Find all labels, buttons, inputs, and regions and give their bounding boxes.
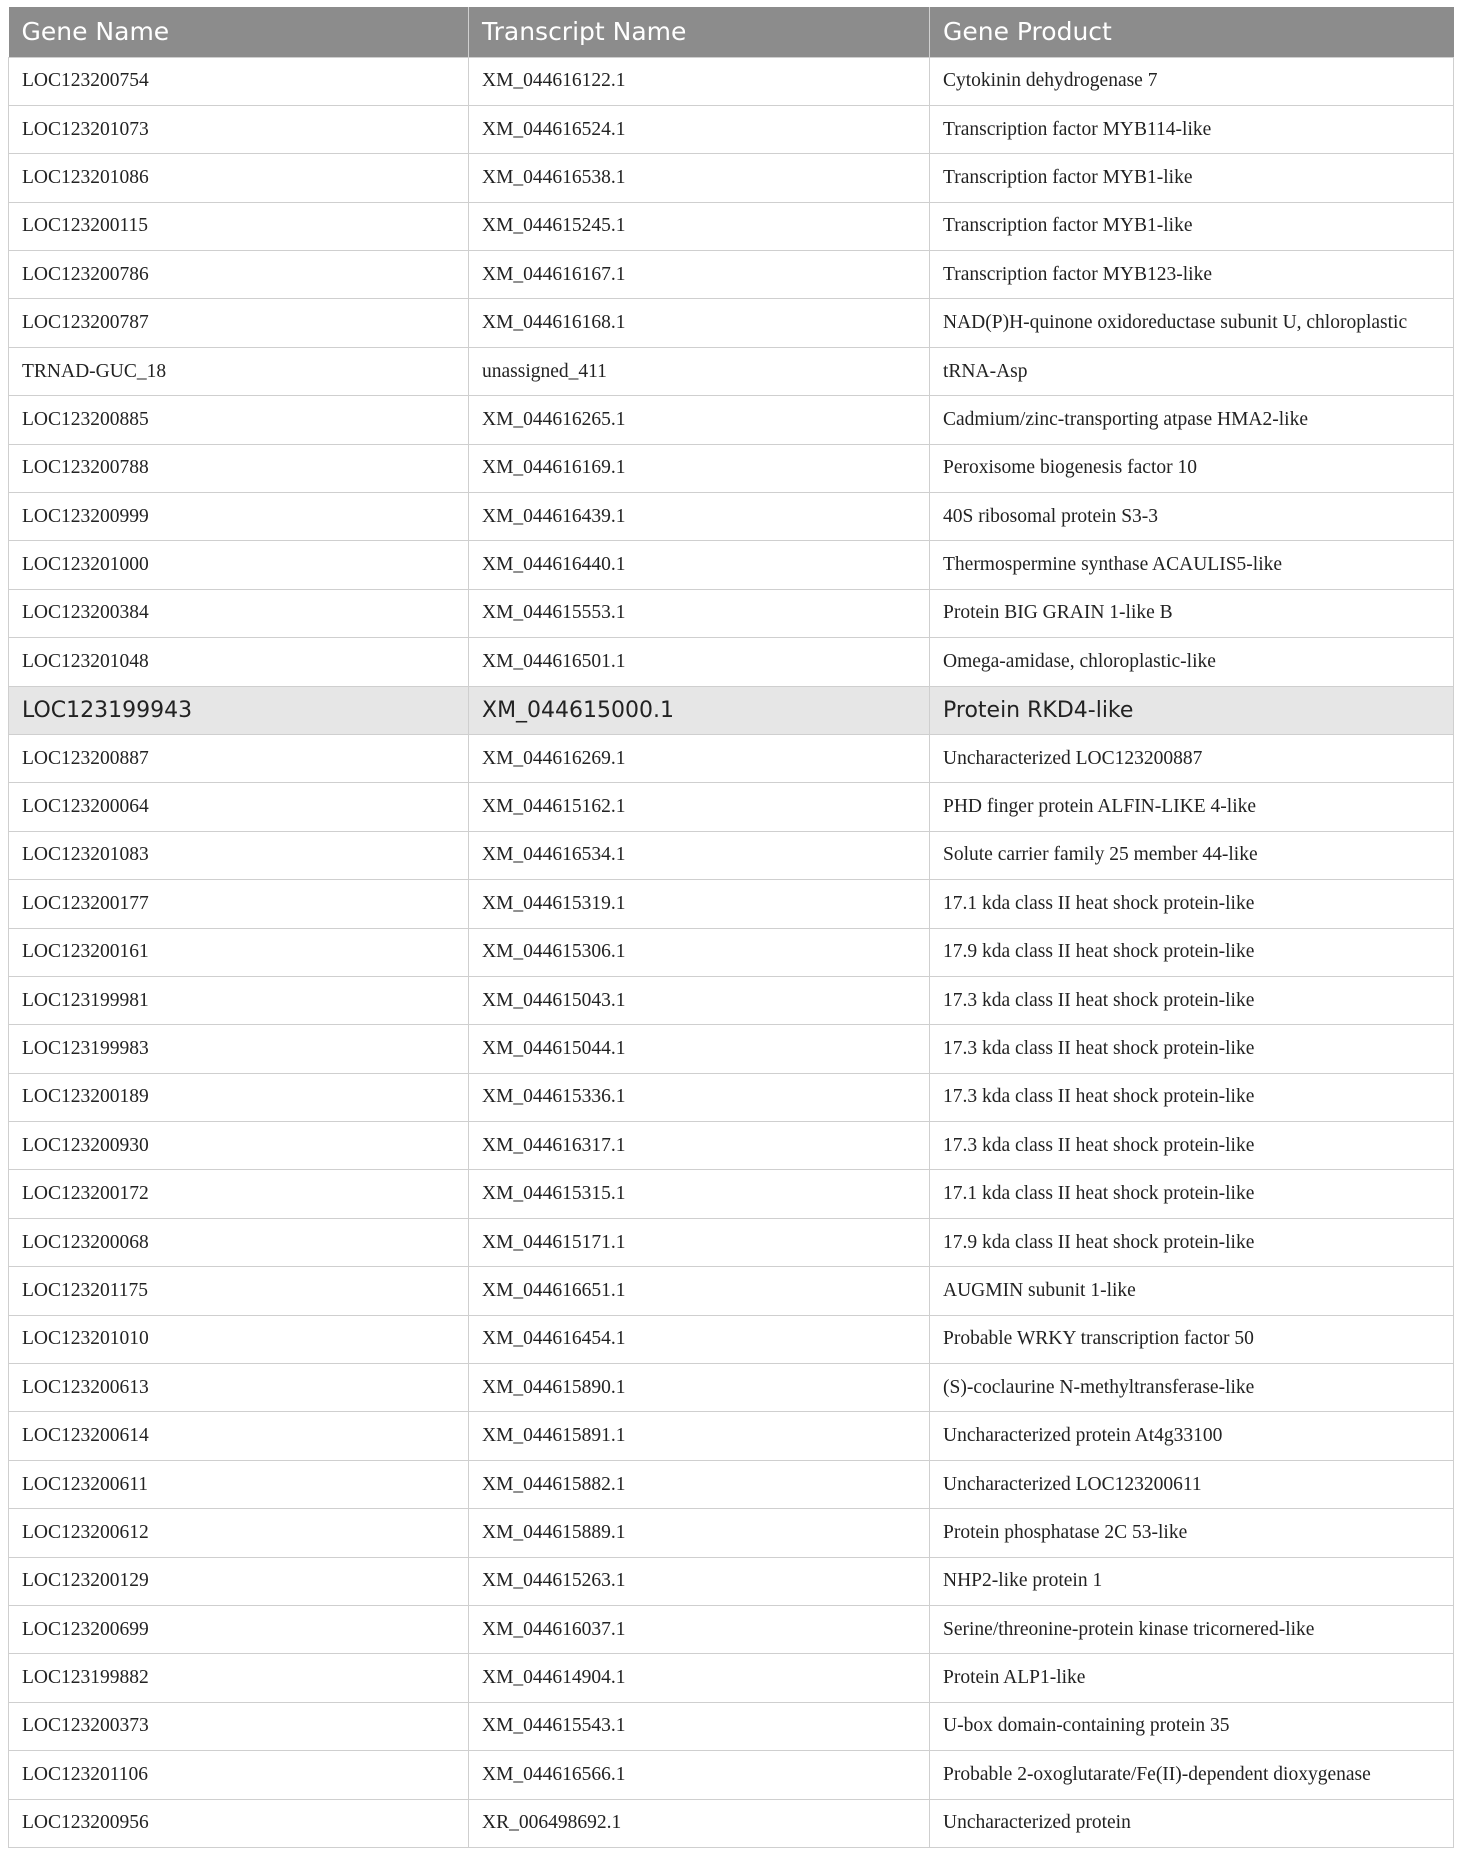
transcript-name-cell: XM_044615162.1 [469,783,930,831]
header-row [9,7,1454,57]
gene-product-cell: Protein RKD4-like [930,686,1454,734]
gene-name-cell: LOC123200614 [9,1412,469,1460]
gene-product-cell: Cadmium/zinc-transporting atpase HMA2-like [930,396,1454,444]
gene-product-cell: U-box domain-containing protein 35 [930,1702,1454,1750]
transcript-name-cell: XM_044615263.1 [469,1557,930,1605]
gene-product-cell: Uncharacterized LOC123200887 [930,734,1454,782]
gene-name-cell: LOC123200129 [9,1557,469,1605]
table-row [9,202,1454,250]
gene-name-cell: LOC123199943 [9,686,469,734]
gene-name-cell: LOC123200384 [9,589,469,637]
transcript-name-cell: XM_044616566.1 [469,1751,930,1799]
transcript-name-cell: XM_044615890.1 [469,1364,930,1412]
gene-name-cell: LOC123200930 [9,1122,469,1170]
transcript-name-cell: XM_044616538.1 [469,154,930,202]
transcript-name-cell: XM_044616168.1 [469,299,930,347]
transcript-name-cell: XM_044615891.1 [469,1412,930,1460]
section-row [9,686,1454,734]
gene-product-cell: Transcription factor MYB1-like [930,202,1454,250]
transcript-name-cell: XR_006498692.1 [469,1799,930,1847]
table-row [9,880,1454,928]
table-header [9,7,1454,57]
gene-name-cell: LOC123200786 [9,251,469,299]
table-row [9,1509,1454,1557]
gene-name-cell: LOC123201106 [9,1751,469,1799]
transcript-name-cell: XM_044615043.1 [469,976,930,1024]
gene-name-cell: LOC123201010 [9,1315,469,1363]
transcript-name-cell: XM_044616501.1 [469,638,930,686]
gene-name-cell: LOC123200189 [9,1073,469,1121]
gene-product-cell: Uncharacterized protein At4g33100 [930,1412,1454,1460]
table-row [9,1654,1454,1702]
transcript-name-cell: XM_044616317.1 [469,1122,930,1170]
gene-name-cell: LOC123200172 [9,1170,469,1218]
gene-product-cell: Protein BIG GRAIN 1-like B [930,589,1454,637]
gene-product-cell: Cytokinin dehydrogenase 7 [930,57,1454,105]
table-row [9,638,1454,686]
gene-name-cell: LOC123200787 [9,299,469,347]
gene-name-cell: LOC123201073 [9,105,469,153]
gene-product-cell: 40S ribosomal protein S3-3 [930,493,1454,541]
gene-name-cell: LOC123200887 [9,734,469,782]
gene-product-cell: Thermospermine synthase ACAULIS5-like [930,541,1454,589]
table-row [9,1460,1454,1508]
table-row [9,1025,1454,1073]
transcript-name-cell: unassigned_411 [469,347,930,395]
transcript-name-cell: XM_044616122.1 [469,57,930,105]
transcript-name-cell: XM_044615000.1 [469,686,930,734]
table-row [9,831,1454,879]
gene-product-cell: Protein phosphatase 2C 53-like [930,1509,1454,1557]
gene-name-cell: LOC123200611 [9,1460,469,1508]
gene-product-cell: 17.9 kda class II heat shock protein-like [930,928,1454,976]
transcript-name-cell: XM_044614904.1 [469,1654,930,1702]
gene-name-cell: LOC123199981 [9,976,469,1024]
table-row [9,57,1454,105]
gene-name-cell: LOC123200754 [9,57,469,105]
table-row [9,299,1454,347]
table-row [9,1267,1454,1315]
gene-product-cell: Transcription factor MYB1-like [930,154,1454,202]
transcript-name-cell: XM_044615044.1 [469,1025,930,1073]
gene-product-cell: AUGMIN subunit 1-like [930,1267,1454,1315]
transcript-name-cell: XM_044615306.1 [469,928,930,976]
table-row [9,976,1454,1024]
table-row [9,734,1454,782]
gene-name-cell: LOC123200613 [9,1364,469,1412]
gene-name-cell: LOC123200699 [9,1606,469,1654]
table-row [9,493,1454,541]
gene-name-cell: LOC123200956 [9,1799,469,1847]
table-row [9,1073,1454,1121]
transcript-name-cell: XM_044616439.1 [469,493,930,541]
gene-name-cell: LOC123201083 [9,831,469,879]
transcript-name-cell: XM_044615245.1 [469,202,930,250]
transcript-name-cell: XM_044616265.1 [469,396,930,444]
gene-product-cell: 17.3 kda class II heat shock protein-like [930,1122,1454,1170]
gene-name-cell: TRNAD-GUC_18 [9,347,469,395]
transcript-name-cell: XM_044615543.1 [469,1702,930,1750]
table-row [9,444,1454,492]
gene-product-cell: Protein ALP1-like [930,1654,1454,1702]
gene-name-cell: LOC123201000 [9,541,469,589]
transcript-name-cell: XM_044615319.1 [469,880,930,928]
table-row [9,1218,1454,1266]
gene-product-cell: Transcription factor MYB123-like [930,251,1454,299]
gene-product-cell: 17.3 kda class II heat shock protein-like [930,1025,1454,1073]
gene-product-cell: NAD(P)H-quinone oxidoreductase subunit U, chloroplastic [930,299,1454,347]
gene-product-cell: (S)-coclaurine N-methyltransferase-like [930,1364,1454,1412]
transcript-name-cell: XM_044616454.1 [469,1315,930,1363]
table-row [9,347,1454,395]
gene-product-cell: 17.1 kda class II heat shock protein-like [930,1170,1454,1218]
gene-product-cell: Probable WRKY transcription factor 50 [930,1315,1454,1363]
table-row [9,1315,1454,1363]
table-body [9,57,1454,1847]
gene-name-cell: LOC123201086 [9,154,469,202]
gene-product-cell: 17.9 kda class II heat shock protein-like [930,1218,1454,1266]
transcript-name-cell: XM_044615336.1 [469,1073,930,1121]
gene-product-cell: Solute carrier family 25 member 44-like [930,831,1454,879]
table-row [9,928,1454,976]
transcript-name-cell: XM_044616269.1 [469,734,930,782]
gene-name-cell: LOC123200115 [9,202,469,250]
gene-name-cell: LOC123200177 [9,880,469,928]
transcript-name-cell: XM_044615315.1 [469,1170,930,1218]
table-row [9,1557,1454,1605]
gene-name-cell: LOC123200999 [9,493,469,541]
gene-table-container [8,7,1453,1848]
table-row [9,105,1454,153]
gene-product-cell: NHP2-like protein 1 [930,1557,1454,1605]
transcript-name-cell: XM_044616169.1 [469,444,930,492]
table-row [9,1606,1454,1654]
transcript-name-cell: XM_044616651.1 [469,1267,930,1315]
table-row [9,396,1454,444]
gene-product-cell: 17.1 kda class II heat shock protein-like [930,880,1454,928]
transcript-name-cell: XM_044616524.1 [469,105,930,153]
gene-product-cell: Transcription factor MYB114-like [930,105,1454,153]
table-row [9,154,1454,202]
transcript-name-cell: XM_044615882.1 [469,1460,930,1508]
gene-name-cell: LOC123200373 [9,1702,469,1750]
table-row [9,1751,1454,1799]
gene-name-cell: LOC123201175 [9,1267,469,1315]
transcript-name-cell: XM_044615171.1 [469,1218,930,1266]
table-row [9,1412,1454,1460]
gene-name-cell: LOC123200161 [9,928,469,976]
table-row [9,251,1454,299]
transcript-name-cell: XM_044616167.1 [469,251,930,299]
gene-name-cell: LOC123201048 [9,638,469,686]
table-row [9,1799,1454,1847]
gene-product-cell: Omega-amidase, chloroplastic-like [930,638,1454,686]
gene-product-cell: Peroxisome biogenesis factor 10 [930,444,1454,492]
table-row [9,589,1454,637]
gene-product-cell: 17.3 kda class II heat shock protein-like [930,976,1454,1024]
table-row [9,1122,1454,1170]
column-header-transcript-name: Transcript Name [469,7,930,57]
transcript-name-cell: XM_044616534.1 [469,831,930,879]
gene-product-cell: Uncharacterized LOC123200611 [930,1460,1454,1508]
gene-product-cell: PHD finger protein ALFIN-LIKE 4-like [930,783,1454,831]
table-row [9,1702,1454,1750]
transcript-name-cell: XM_044616037.1 [469,1606,930,1654]
gene-name-cell: LOC123200068 [9,1218,469,1266]
transcript-name-cell: XM_044616440.1 [469,541,930,589]
gene-name-cell: LOC123200612 [9,1509,469,1557]
column-header-gene-product: Gene Product [930,7,1454,57]
gene-product-cell: tRNA-Asp [930,347,1454,395]
gene-table [8,7,1454,1848]
gene-name-cell: LOC123200885 [9,396,469,444]
transcript-name-cell: XM_044615553.1 [469,589,930,637]
table-row [9,1170,1454,1218]
gene-name-cell: LOC123199983 [9,1025,469,1073]
table-row [9,541,1454,589]
gene-name-cell: LOC123199882 [9,1654,469,1702]
gene-product-cell: Probable 2-oxoglutarate/Fe(II)-dependent dioxygenase [930,1751,1454,1799]
gene-name-cell: LOC123200788 [9,444,469,492]
gene-product-cell: Serine/threonine-protein kinase tricornered-like [930,1606,1454,1654]
column-header-gene-name: Gene Name [9,7,469,57]
table-row [9,1364,1454,1412]
gene-product-cell: 17.3 kda class II heat shock protein-like [930,1073,1454,1121]
transcript-name-cell: XM_044615889.1 [469,1509,930,1557]
gene-name-cell: LOC123200064 [9,783,469,831]
gene-product-cell: Uncharacterized protein [930,1799,1454,1847]
table-row [9,783,1454,831]
